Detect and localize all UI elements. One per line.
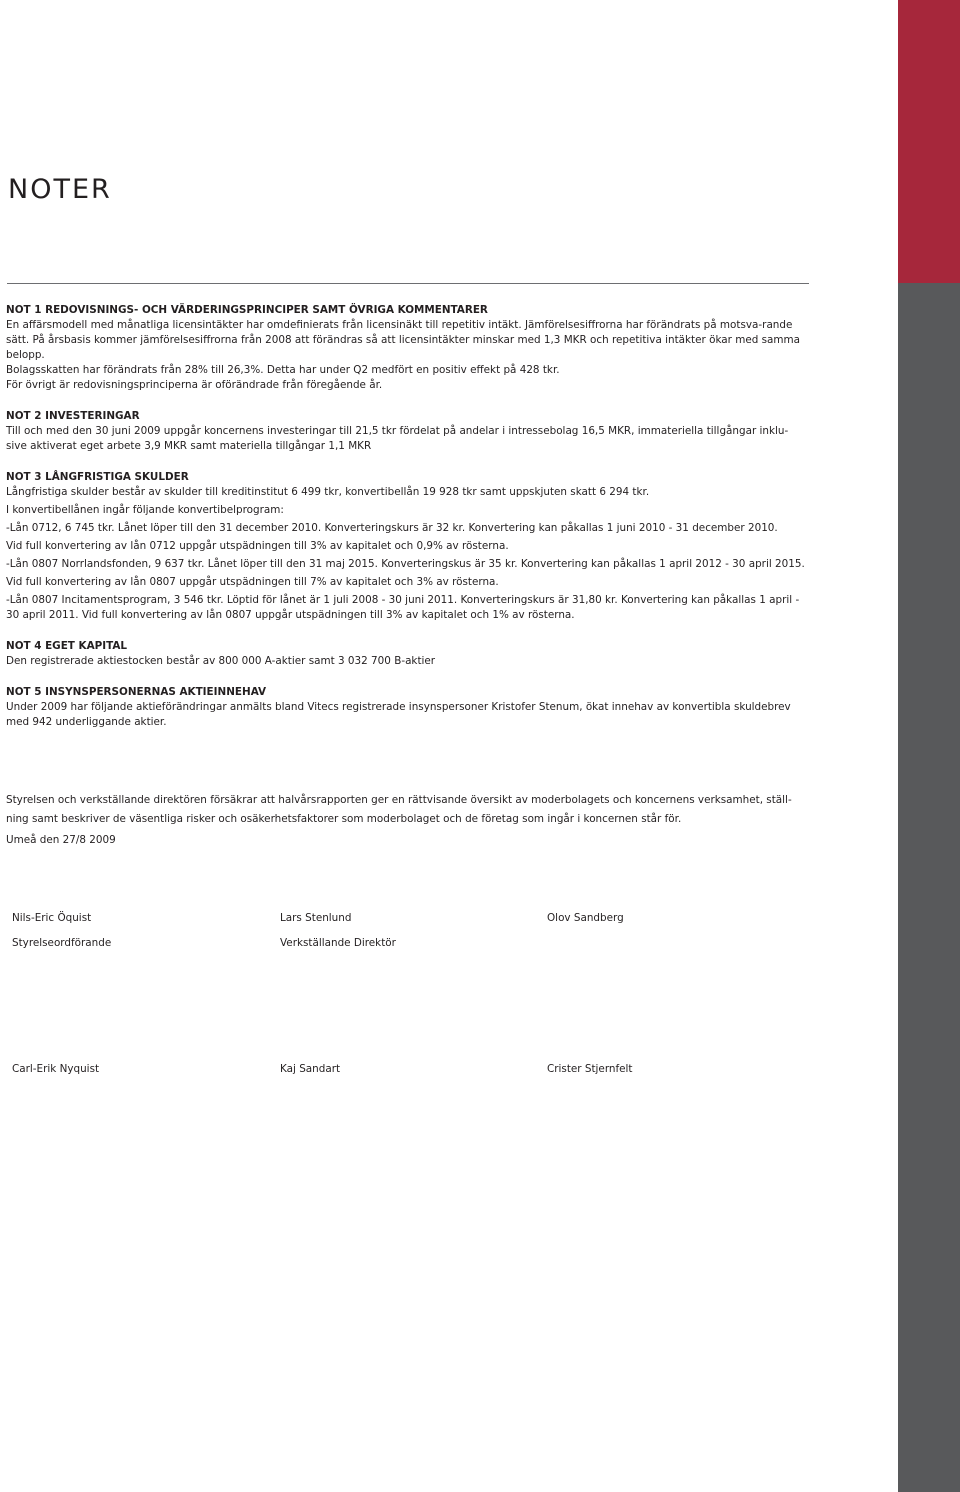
board-statement: Styrelsen och verkställande direktören försäkrar att halvårsrapporten ger en rättvisande översikt av moderbolagets och koncernens verksamhet, ställ-ning samt beskriver de väsentliga risker och osäkerhetsfaktorer som moderbolaget och de företag som ingår i koncernen står för.: [6, 794, 792, 825]
note-5: [6, 685, 806, 730]
note-title: NOT 3 LÅNGFRISTIGA SKULDER: [6, 471, 189, 483]
place-date: Umeå den 27/8 2009: [6, 834, 116, 846]
signature-name: Lars Stenlund: [280, 912, 352, 924]
note-paragraph: Långfristiga skulder består av skulder till kreditinstitut 6 499 tkr, konvertibellån 19 928 tkr samt uppskjuten skatt 6 294 tkr.: [6, 486, 650, 498]
note-paragraph: Under 2009 har följande aktieförändringar anmälts bland Vitecs registrerade insynspersoner Kristofer Stenum, ökat innehav av konvertibla skuldebrev med 942 underliggande aktier.: [6, 701, 791, 728]
note-paragraph: Bolagsskatten har förändrats från 28% till 26,3%. Detta har under Q2 medfört en positiv effekt på 428 tkr.: [6, 364, 560, 376]
note-title: NOT 1 REDOVISNINGS- OCH VÄRDERINGSPRINCIPER SAMT ÖVRIGA KOMMENTARER: [6, 304, 488, 316]
note-2: [6, 409, 806, 454]
signature-name: Nils-Eric Öquist: [12, 912, 92, 924]
header-divider: [7, 283, 809, 284]
note-1: [6, 303, 806, 393]
note-paragraph: -Lån 0712, 6 745 tkr. Lånet löper till den 31 december 2010. Konverteringskurs är 32 kr. Konvertering kan påkallas 1 juni 2010 - 31 december 2010.: [6, 522, 778, 534]
note-paragraph: -Lån 0807 Norrlandsfonden, 9 637 tkr. Lånet löper till den 31 maj 2015. Konverteringskus är 35 kr. Konvertering kan påkallas 1 april 2012 - 30 april 2015.: [6, 558, 805, 570]
note-paragraph: Den registrerade aktiestocken består av 800 000 A-aktier samt 3 032 700 B-aktier: [6, 655, 436, 667]
signature-name: Kaj Sandart: [280, 1063, 341, 1075]
note-paragraph: En affärsmodell med månatliga licensintäkter har omdefinierats från licensinäkt till repetitiv intäkt. Jämförelsesiffrorna har förändrats på motsva-rande sätt. På årsbasis kommer jämförelsesiffrorna från 2008 att förändras så att licensintäkter minskar med 1,3 MKR och repetitiva intäkter ökar med samma belopp.: [6, 319, 801, 361]
signature-role: Styrelseordförande: [12, 937, 112, 949]
note-paragraph: Till och med den 30 juni 2009 uppgår koncernens investeringar till 21,5 tkr fördelat på andelar i intressebolag 16,5 MKR, immateriella tillgångar inklu-sive aktiverat eget arbete 3,9 MKR samt materiella tillgångar 1,1 MKR: [6, 425, 789, 452]
notes-section: [6, 303, 806, 746]
note-paragraph: För övrigt är redovisningsprinciperna är oförändrade från föregående år.: [6, 379, 383, 391]
accent-band-gray: [898, 283, 960, 1492]
note-4: [6, 639, 806, 669]
signature-name: Crister Stjernfelt: [547, 1063, 633, 1075]
note-paragraph: Vid full konvertering av lån 0712 uppgår utspädningen till 3% av kapitalet och 0,9% av rösterna.: [6, 540, 509, 552]
note-title: NOT 5 INSYNSPERSONERNAS AKTIEINNEHAV: [6, 686, 267, 698]
note-3: [6, 470, 806, 623]
note-title: NOT 4 EGET KAPITAL: [6, 640, 128, 652]
note-paragraph: -Lån 0807 Incitamentsprogram, 3 546 tkr. Löptid för lånet är 1 juli 2008 - 30 juni 2011. Konverteringskurs är 31,80 kr. Konvertering kan påkallas 1 april - 30 april 2011. Vid full konvertering av lån 0807 uppgår utspädningen till 3% av kapitalet och 1% av rösterna.: [6, 594, 800, 621]
note-paragraph: Vid full konvertering av lån 0807 uppgår utspädningen till 7% av kapitalet och 3% av rösterna.: [6, 576, 499, 588]
note-title: NOT 2 INVESTERINGAR: [6, 410, 140, 422]
note-paragraph: I konvertibellånen ingår följande konvertibelprogram:: [6, 504, 284, 516]
signature-role: Verkställande Direktör: [280, 937, 396, 949]
signature-name: Carl-Erik Nyquist: [12, 1063, 100, 1075]
page-title: NOTER: [8, 174, 112, 205]
accent-band-red: [898, 0, 960, 283]
signature-name: Olov Sandberg: [547, 912, 624, 924]
